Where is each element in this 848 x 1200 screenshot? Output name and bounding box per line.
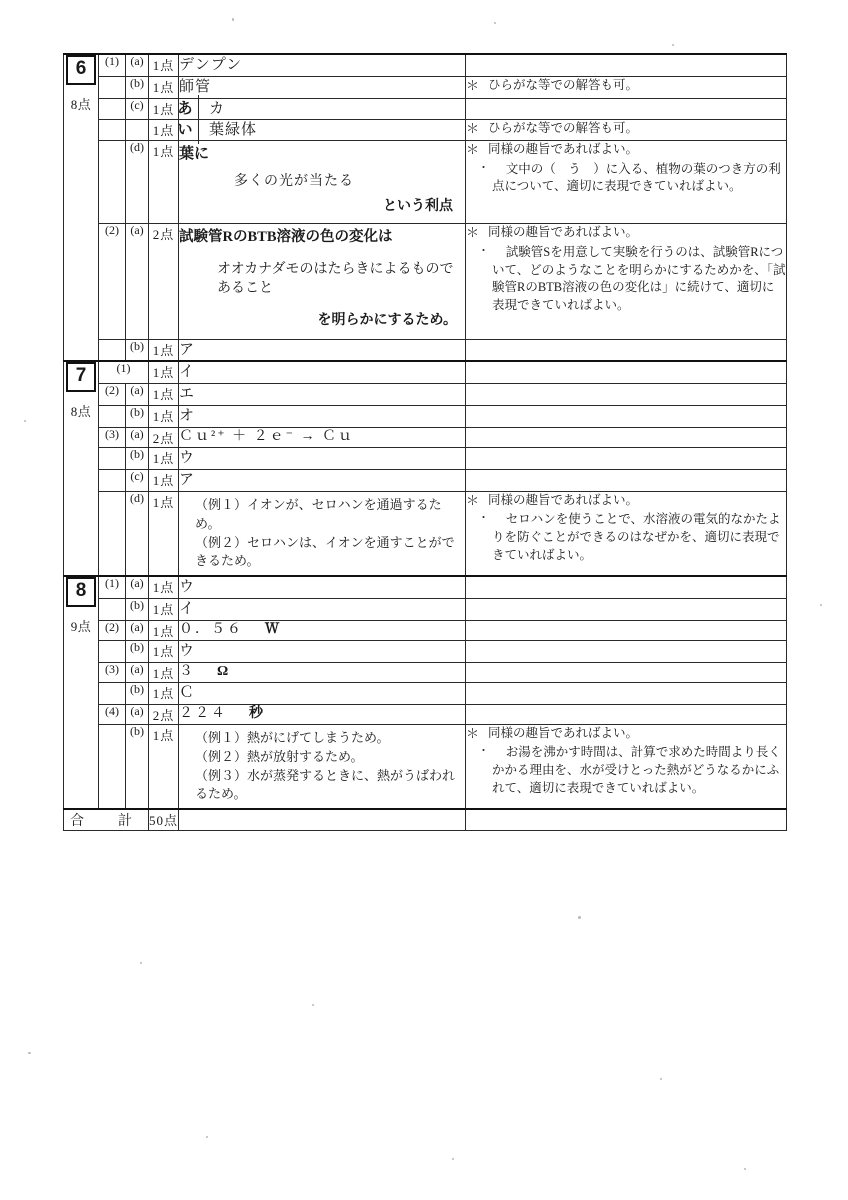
scan-speck [494, 22, 496, 24]
question-number-cell [99, 724, 126, 809]
subquestion-label-cell: (a) [126, 576, 149, 598]
scan-speck [820, 604, 822, 606]
table-row [64, 448, 787, 470]
answer-text: 師管 [179, 78, 212, 95]
bullet-icon: ・ [478, 161, 489, 174]
row-points-cell: 2点 [149, 428, 179, 448]
note-cell [466, 576, 787, 598]
table-row [64, 361, 787, 383]
subquestion-label-cell: (d) [126, 491, 149, 576]
row-points-cell: 1点 [149, 682, 179, 704]
answer-line-2: オオカナダモのはたらきによるものであること [217, 261, 454, 296]
note-cell [466, 98, 787, 119]
row-points-cell: 1点 [149, 384, 179, 406]
scan-speck [232, 18, 234, 21]
question-number-cell [99, 339, 126, 361]
section-number-cell [64, 361, 99, 576]
scan-speck [28, 1052, 31, 1054]
answer-text: ウ [179, 579, 196, 596]
answer-split [179, 99, 465, 119]
row-points-cell: 1点 [149, 54, 179, 76]
answer-line-1: 葉に [179, 146, 210, 163]
row-points-cell: 1点 [149, 724, 179, 809]
section-number: 7 [66, 362, 96, 392]
answer-example-3: （例３）水が蒸発するときに、熱がうばわれるため。 [195, 767, 456, 802]
note-cell [466, 406, 787, 428]
answer-example-2: （例２）熱が放射するため。 [195, 748, 364, 764]
section-number: 6 [66, 55, 96, 85]
subquestion-label-cell: (b) [126, 724, 149, 809]
subquestion-label-cell: (b) [126, 76, 149, 98]
section-points: 8点 [70, 97, 92, 112]
note-text: 同様の趣旨であればよい。 [488, 492, 639, 507]
scan-speck [452, 1158, 454, 1160]
answer-example-1: （例１）イオンが、セロハンを通過するため。 [195, 496, 442, 531]
row-points-cell: 1点 [149, 98, 179, 119]
total-label: 合 計 [64, 809, 149, 831]
answer-example-2: （例２）セロハンは、イオンを通すことができるため。 [195, 534, 455, 569]
answer-text: ウ [179, 450, 196, 467]
subquestion-label-cell: (a) [126, 54, 149, 76]
question-number-cell [99, 406, 126, 428]
note-star-line [466, 77, 786, 95]
note-sub-text: 文中の（ う ）に入る、植物の葉のつき方の利点について、適切に表現できていればよい。 [492, 161, 781, 194]
table-row [64, 339, 787, 361]
section-number-cell [64, 576, 99, 809]
section-points: 8点 [70, 404, 92, 420]
row-points-cell: 2点 [149, 224, 179, 339]
answer-cell [179, 448, 466, 470]
answer-line-3: を明らかにするため。 [317, 312, 457, 328]
row-points-cell: 1点 [149, 361, 179, 383]
section-number-cell [64, 54, 99, 361]
note-sub-text: 試験管Sを用意して実験を行うのは、試験管Rについて、どのようなことを明らかにするためかを、「試験管RのBTB溶液の色の変化は」に続けて、適切に表現できていればよい。 [492, 244, 786, 313]
question-number-cell: (1) [99, 54, 126, 76]
answer-cell [179, 406, 466, 428]
note-cell [466, 428, 787, 448]
table-row [64, 120, 787, 141]
answer-cell [179, 384, 466, 406]
bullet-icon: ・ [478, 244, 489, 257]
table-row [64, 599, 787, 621]
answer-unit: Ω [217, 663, 231, 679]
answer-text: 葉緑体 [209, 122, 258, 139]
answer-line-1: 試験管RのBTB溶液の色の変化は [179, 229, 393, 246]
note-sub-line [466, 744, 786, 797]
answer-value: ０．５６ [179, 622, 243, 638]
question-number-cell: (2) [99, 384, 126, 406]
note-sub-line [466, 244, 786, 315]
table-row [64, 470, 787, 492]
note-cell [466, 724, 787, 809]
answer-cell [179, 576, 466, 598]
note-star-line [466, 492, 786, 510]
answer-text: カ [209, 100, 226, 117]
question-number-cell [99, 98, 126, 119]
note-cell [466, 491, 787, 576]
row-points-cell: 1点 [149, 491, 179, 576]
row-points-cell: 1点 [149, 641, 179, 663]
note-cell [466, 76, 787, 98]
note-text: ひらがな等での解答も可。 [488, 77, 639, 92]
answer-unit: Ｗ [265, 622, 281, 638]
subquestion-label-cell: (a) [126, 662, 149, 682]
answer-text: エ [179, 386, 196, 403]
scan-speck [140, 962, 142, 964]
note-text: 同様の趣旨であればよい。 [488, 225, 639, 240]
table-row [64, 621, 787, 641]
note-cell [466, 224, 787, 339]
scan-speck [24, 420, 26, 422]
answer-text: イ [179, 601, 196, 618]
answer-text: オ [179, 408, 196, 425]
note-sub-line [466, 511, 786, 564]
question-number-cell: (1) [99, 576, 126, 598]
subquestion-label-cell: (b) [126, 641, 149, 663]
answer-free-text [179, 141, 465, 223]
answer-cell [179, 724, 466, 809]
note-cell [466, 141, 787, 224]
question-number-cell [99, 491, 126, 576]
note-cell [466, 120, 787, 141]
subquestion-label-cell: (b) [126, 448, 149, 470]
table-row [64, 384, 787, 406]
table-row [64, 491, 787, 576]
scan-speck [578, 916, 581, 919]
table-row [64, 724, 787, 809]
subquestion-label-cell: (b) [126, 339, 149, 361]
table-row [64, 406, 787, 428]
asterisk-icon: ＊ [466, 492, 480, 508]
table-row [64, 428, 787, 448]
note-cell [466, 704, 787, 724]
subquestion-label-cell: (a) [126, 704, 149, 724]
subquestion-label-cell: (b) [126, 599, 149, 621]
question-number-cell: (3) [99, 662, 126, 682]
note-sub-text: お湯を沸かす時間は、計算で求めた時間より長くかかる理由を、水が受けとった熱がどうなるかにふれて、適切に表現できていればよい。 [492, 745, 781, 795]
answer-cell [179, 339, 466, 361]
answer-text: イ [179, 364, 196, 381]
answer-key-table [63, 53, 787, 831]
answer-value: ３ [179, 663, 195, 679]
question-number-cell: (2) [99, 621, 126, 641]
answer-text: ア [179, 472, 196, 488]
total-note-spacer [466, 809, 787, 831]
table-row [64, 224, 787, 339]
question-number-cell [99, 120, 126, 141]
note-sub-line [466, 161, 786, 197]
section-number: 8 [66, 577, 96, 607]
row-points-cell: 1点 [149, 621, 179, 641]
scan-speck [660, 1078, 662, 1080]
answer-text: ウ [179, 643, 196, 660]
question-number-cell [99, 448, 126, 470]
row-points-cell: 1点 [149, 470, 179, 492]
subquestion-label-cell: (a) [126, 224, 149, 339]
row-points-cell: 1点 [149, 448, 179, 470]
table-row [64, 141, 787, 224]
scan-speck [312, 1004, 314, 1006]
table-row [64, 54, 787, 76]
note-star-line [466, 224, 786, 242]
answer-cell [179, 224, 466, 339]
answer-cell [179, 682, 466, 704]
answer-example-1: （例１）熱がにげてしまうため。 [195, 729, 390, 745]
answer-key-label: あ [172, 95, 199, 123]
row-points-cell: 1点 [149, 141, 179, 224]
question-number-cell [99, 141, 126, 224]
note-cell [466, 641, 787, 663]
note-text: 同様の趣旨であればよい。 [488, 725, 639, 740]
subquestion-label-cell: (a) [126, 621, 149, 641]
scan-speck [744, 1168, 746, 1170]
note-cell [466, 470, 787, 492]
question-number-cell [99, 599, 126, 621]
answer-cell [179, 662, 466, 682]
answer-unit: 秒 [249, 705, 265, 721]
answer-text: デンプン [179, 57, 243, 73]
answer-line-3: という利点 [383, 199, 453, 215]
answer-cell [179, 120, 466, 141]
answer-cell [179, 54, 466, 76]
asterisk-icon: ＊ [466, 77, 480, 93]
note-cell [466, 361, 787, 383]
note-text: 同様の趣旨であればよい。 [488, 142, 639, 157]
answer-cell [179, 599, 466, 621]
answer-equation: Ｃｕ²⁺ ＋ ２ｅ⁻ → Ｃｕ [179, 429, 354, 445]
scan-speck [672, 44, 674, 46]
row-points-cell: 1点 [149, 76, 179, 98]
table-row [64, 641, 787, 663]
total-points: 50点 [149, 809, 179, 831]
answer-cell [179, 641, 466, 663]
question-number-cell [99, 470, 126, 492]
question-number-cell [99, 76, 126, 98]
answer-examples [179, 492, 465, 575]
asterisk-icon: ＊ [466, 725, 480, 741]
row-points-cell: 1点 [149, 576, 179, 598]
asterisk-icon: ＊ [466, 121, 480, 137]
answer-key-sheet [63, 53, 786, 831]
note-cell [466, 599, 787, 621]
note-cell [466, 662, 787, 682]
row-points-cell: 2点 [149, 704, 179, 724]
row-points-cell: 1点 [149, 339, 179, 361]
subquestion-label-cell: (c) [126, 98, 149, 119]
subquestion-label-cell: (a) [126, 384, 149, 406]
note-sub-text: セロハンを使うことで、水溶液の電気的なかたよりを防ぐことができるのはなぜかを、適切に表現できていればよい。 [492, 512, 781, 562]
bullet-icon: ・ [478, 512, 489, 525]
note-cell [466, 682, 787, 704]
question-number-cell: (1) [99, 361, 149, 383]
question-number-cell [99, 682, 126, 704]
note-star-line [466, 725, 786, 743]
table-row [64, 704, 787, 724]
asterisk-icon: ＊ [466, 225, 480, 241]
subquestion-label-cell: (d) [126, 141, 149, 224]
table-row [64, 662, 787, 682]
subquestion-label-cell: (b) [126, 682, 149, 704]
answer-line-2: 多くの光が当たる [234, 173, 354, 189]
answer-text: ア [179, 341, 196, 358]
row-points-cell: 1点 [149, 406, 179, 428]
answer-key-label: い [172, 116, 199, 144]
scan-speck [206, 1136, 208, 1138]
question-number-cell [99, 641, 126, 663]
asterisk-icon: ＊ [466, 142, 480, 158]
note-cell [466, 54, 787, 76]
answer-cell [179, 621, 466, 641]
answer-cell [179, 491, 466, 576]
section-points: 9点 [70, 619, 92, 635]
question-number-cell: (3) [99, 428, 126, 448]
answer-cell [179, 470, 466, 492]
question-number-cell: (4) [99, 704, 126, 724]
note-cell [466, 384, 787, 406]
note-cell [466, 448, 787, 470]
bullet-icon: ・ [478, 745, 489, 758]
note-text: ひらがな等での解答も可。 [488, 121, 639, 136]
answer-cell [179, 76, 466, 98]
subquestion-label-cell: (b) [126, 406, 149, 428]
note-star-line [466, 141, 786, 159]
answer-cell [179, 704, 466, 724]
total-row [64, 809, 787, 831]
answer-free-text [179, 224, 465, 338]
answer-cell [179, 141, 466, 224]
answer-cell [179, 361, 466, 383]
row-points-cell: 1点 [149, 662, 179, 682]
answer-split [179, 120, 465, 140]
note-star-line [466, 120, 786, 138]
answer-examples [179, 725, 465, 808]
subquestion-label-cell [126, 120, 149, 141]
note-cell [466, 339, 787, 361]
answer-cell [179, 428, 466, 448]
total-answer-spacer [179, 809, 466, 831]
subquestion-label-cell: (c) [126, 470, 149, 492]
table-row [64, 576, 787, 598]
question-number-cell: (2) [99, 224, 126, 339]
row-points-cell: 1点 [149, 120, 179, 141]
answer-value: ２２４ [179, 705, 227, 721]
table-row [64, 682, 787, 704]
answer-text: Ｃ [179, 684, 196, 701]
answer-cell [179, 98, 466, 119]
subquestion-label-cell: (a) [126, 428, 149, 448]
note-cell [466, 621, 787, 641]
row-points-cell: 1点 [149, 599, 179, 621]
